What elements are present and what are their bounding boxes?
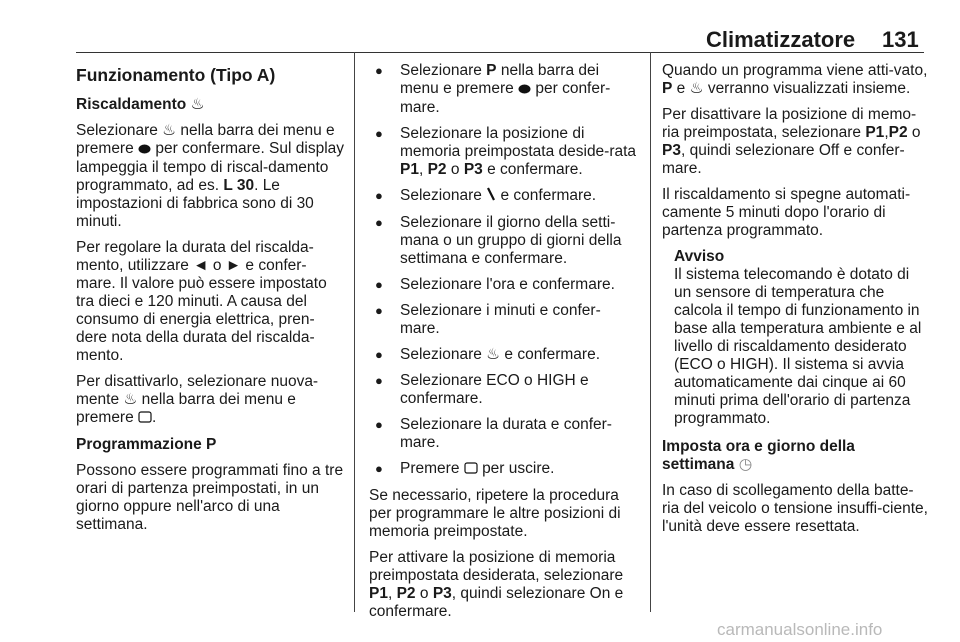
notice-box <box>662 248 930 428</box>
right-arrow-icon: ► <box>225 257 242 274</box>
programming-subheading: Programmazione P <box>76 436 217 453</box>
programming-paragraph: Possono essere programmati fino a tre orari di partenza preimpostati, in un giorno oppure nell'arco di una settimana. <box>76 462 344 533</box>
column-divider-left <box>354 52 355 612</box>
heating-icon: ♨ <box>162 122 177 139</box>
confirm-button-icon <box>518 81 531 99</box>
time-setting-icon <box>486 187 496 206</box>
heating-paragraph-3: Per disattivarlo, selezionare nuova-mente ♨ nella barra dei menu e premere . <box>76 373 319 426</box>
watermark: carmanualsonline.info <box>717 620 883 639</box>
list-item: ● Selezionare P nella barra dei menu e premere per confer-mare. <box>369 62 637 117</box>
list-item: ● Selezionare ♨ e confermare. <box>369 346 637 364</box>
clock-paragraph: In caso di scollegamento della batte-ria del veicolo o tensione insuffi-ciente, l'unità deve essere resettata. <box>662 482 928 535</box>
notice-title: Avviso <box>674 248 725 265</box>
section-title: Funzionamento (Tipo A) <box>76 65 276 85</box>
notice-text: Il sistema telecomando è dotato di un sensore di temperatura che calcola il tempo di funzionamento in base alla temperatura ambiente e al livello di riscaldamento desiderato (ECO o HIGH). Il sistema si avvia automaticamente dai cinque ai 60 minuti prima dell'orario di partenza programmato. <box>674 266 922 427</box>
back-button-icon <box>138 410 152 428</box>
repeat-paragraph: Se necessario, ripetere la procedura per programmare le altre posizioni di memoria preimpostate. <box>369 487 621 540</box>
list-item: ● Premere per uscire. <box>369 460 637 479</box>
heating-icon: ♨ <box>123 391 138 408</box>
list-item: ● Selezionare ECO o HIGH e confermare. <box>369 372 637 408</box>
heating-paragraph-1: Selezionare ♨ nella barra dei menu e premere per confermare. Sul display lampeggia il tempo di riscal-damento programmato, ad es. L 30. Le impostazioni di fabbrica sono di 30 minuti. <box>76 122 345 230</box>
page-number: 131 <box>882 27 919 52</box>
column-divider-right <box>650 52 651 612</box>
heating-icon: ♨ <box>486 346 501 363</box>
list-item: ● Selezionare l'ora e confermare. <box>369 276 637 294</box>
column-1 <box>76 62 344 542</box>
auto-off-paragraph: Il riscaldamento si spegne automati-camente 5 minuti dopo l'orario di partenza programmato. <box>662 186 911 239</box>
heating-paragraph-2: Per regolare la durata del riscalda-mento, utilizzare ◄ o ► e confer-mare. Il valore può essere impostato tra dieci e 120 minuti. A causa del consumo di energia elettrica, pren-dere nota della durata del riscalda-mento. <box>76 239 327 364</box>
clock-icon: ◷ <box>738 456 753 473</box>
deactivate-paragraph: Per disattivare la posizione di memo-ria preimpostata, selezionare P1,P2 o P3, quindi selezionare Off e confer-mare. <box>662 106 921 177</box>
heating-subheading: Riscaldamento ♨ <box>76 96 205 113</box>
list-item: ● Selezionare il giorno della setti-mana o un gruppo di giorni della settimana e confermare. <box>369 214 637 268</box>
column-2 <box>369 62 637 629</box>
clock-subheading: Imposta ora e giorno della settimana ◷ <box>662 438 855 473</box>
programming-steps-list <box>369 62 637 479</box>
page-header-title: Climatizzatore <box>706 27 856 52</box>
header-rule <box>76 52 924 53</box>
active-program-paragraph: Quando un programma viene atti-vato, P e ♨ verranno visualizzati insieme. <box>662 62 928 97</box>
column-3 <box>662 62 930 544</box>
left-arrow-icon: ◄ <box>193 257 209 274</box>
activate-paragraph: Per attivare la posizione di memoria preimpostata desiderata, selezionare P1, P2 o P3, quindi selezionare On e confermare. <box>369 549 624 620</box>
heating-icon: ♨ <box>689 80 704 97</box>
confirm-button-icon <box>138 141 151 159</box>
list-item: ● Selezionare la posizione di memoria preimpostata deside-rata P1, P2 o P3 e confermare. <box>369 125 637 179</box>
list-item: ● Selezionare la durata e confer-mare. <box>369 416 637 452</box>
list-item: ● Selezionare i minuti e confer-mare. <box>369 302 637 338</box>
back-button-icon <box>464 461 478 479</box>
list-item: ● Selezionare e confermare. <box>369 187 637 206</box>
heating-icon: ♨ <box>190 96 205 113</box>
